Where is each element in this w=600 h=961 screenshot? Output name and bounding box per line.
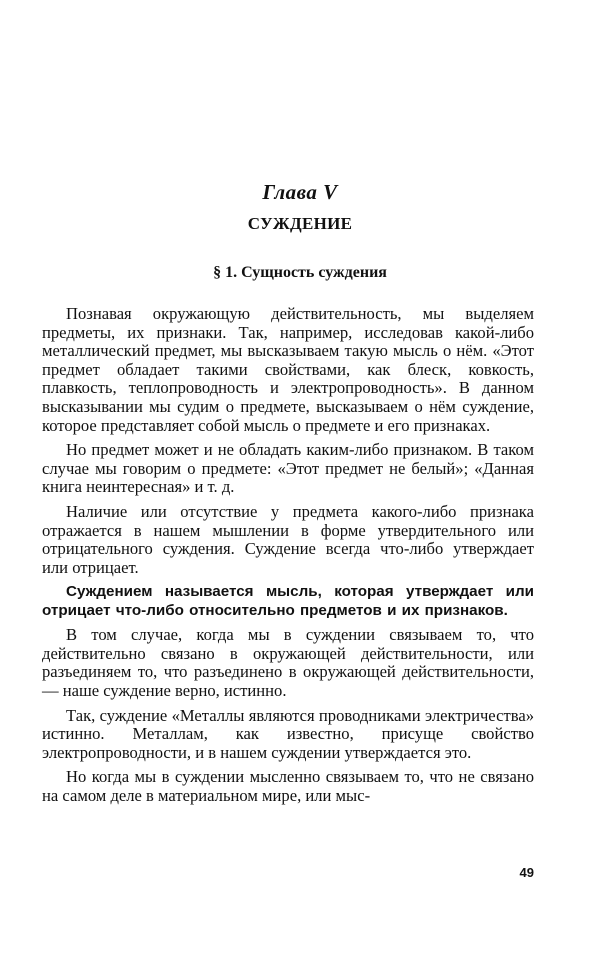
paragraph: Так, суждение «Металлы являются проводниками электричества» истинно. Металлам, как известно, присуще свойство электропроводности, и в нашем суждении утверждается это. bbox=[42, 705, 534, 762]
paragraph: Познавая окружающую действительность, мы выделяем предметы, их признаки. Так, например, исследовав какой-либо металлический предмет, мы высказываем такую мысль о нём. «Этот предмет обладает такими свойствами, как блеск, ковкость, плавкость, теплопроводность и электропроводность». В данном высказывании мы судим о предмете, высказываем о нём суждение, которое представляет собой мысль о предмете и его признаках. bbox=[42, 304, 534, 435]
paragraph: В том случае, когда мы в суждении связываем то, что действительно связано в окружающей действительности, или разъединяем то, что разъединено в окружающей действительности, — наше суждение верно, истинно. bbox=[42, 625, 534, 700]
definition-paragraph: Суждением называется мысль, которая утверждает или отрицает что-либо относительно предметов и их признаков. bbox=[42, 583, 534, 619]
paragraph: Но предмет может и не обладать каким-либо признаком. В таком случае мы говорим о предмете: «Этот предмет не белый»; «Данная книга неинтересная» и т. д. bbox=[42, 440, 534, 497]
paragraph: Наличие или отсутствие у предмета какого-либо признака отражается в нашем мышлении в форме утвердительного или отрицательного суждения. Суждение всегда что-либо утверждает или отрицает. bbox=[42, 501, 534, 577]
paragraph: Но когда мы в суждении мысленно связываем то, что не связано на самом деле в материальном мире, или мыс- bbox=[42, 767, 534, 805]
body-text bbox=[42, 305, 534, 811]
chapter-label: Глава V bbox=[262, 180, 338, 204]
section-heading: § 1. Сущность суждения bbox=[213, 264, 387, 281]
chapter-title: СУЖДЕНИЕ bbox=[247, 214, 353, 233]
page-number: 49 bbox=[519, 865, 534, 880]
